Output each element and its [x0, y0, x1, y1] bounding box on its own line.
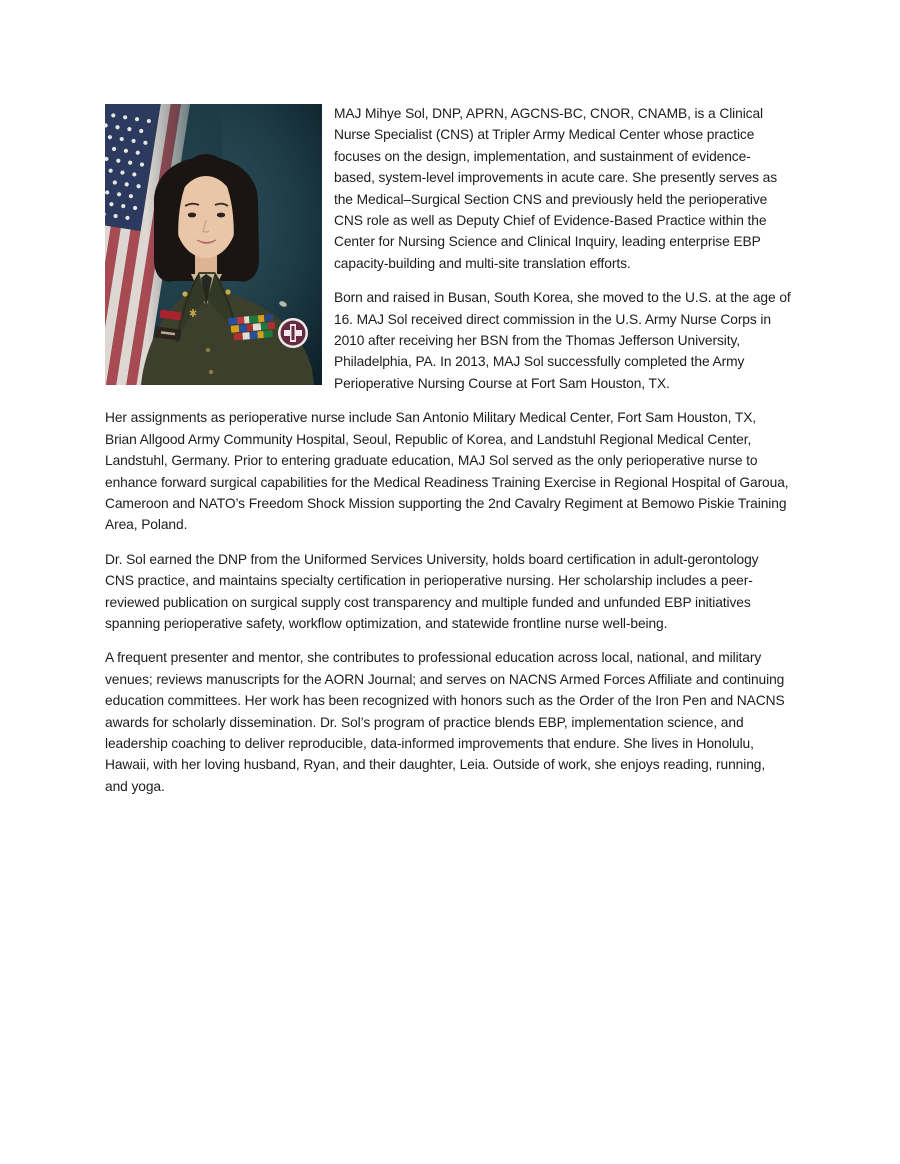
- bio-paragraph-3: Her assignments as perioperative nurse include San Antonio Military Medical Center, Fort Sam Houston, TX, Brian Allgood Army Community Hospital, Seoul, Republic of Korea, and Landstuhl Regional Medical Center, Landstuhl, Germany. Prior to entering graduate education, MAJ Sol served as the only perioperative nurse to enhance forward surgical capabilities for the Medical Readiness Training Exercise in Regional Hospital of Garoua, Cameroon and NATO’s Freedom Shock Mission supporting the 2nd Cavalry Regiment at Bemowo Piskie Training Area, Poland.: [105, 410, 789, 533]
- us-collar-disc-left: [182, 291, 187, 296]
- jacket-button: [206, 348, 210, 352]
- portrait-photo-illustration: [105, 104, 322, 385]
- jacket-button: [209, 370, 213, 374]
- bio-paragraph-1: MAJ Mihye Sol, DNP, APRN, AGCNS-BC, CNOR, CNAMB, is a Clinical Nurse Specialist (CNS) at Tripler Army Medical Center whose practice focuses on the design, implementation, and sustainment of evidence-based, system-level improvements in acute care. She presently serves as the Medical–Surgical Section CNS and previously held the perioperative CNS role as well as Deputy Chief of Evidence-Based Practice within the Center for Nursing Science and Clinical Inquiry, leading enterprise EBP capacity-building and multi-site translation efforts.: [334, 106, 778, 271]
- portrait-photo: [105, 104, 322, 385]
- ribbon-rack: [228, 314, 276, 341]
- bio-paragraph-4: Dr. Sol earned the DNP from the Uniformed Services University, holds board certification in adult-gerontology CNS practice, and maintains specialty certification in perioperative nursing. Her scholarship includes a peer-reviewed publication on surgical supply cost transparency and multiple funded and unfunded EBP initiatives spanning perioperative safety, workflow optimization, and statewide frontline nurse well-being.: [105, 551, 759, 631]
- us-collar-disc-right: [225, 289, 230, 294]
- eye-left: [188, 213, 196, 218]
- eye-right: [217, 213, 225, 218]
- bio-paragraph-5: A frequent presenter and mentor, she contributes to professional education across local, national, and military venues; reviews manuscripts for the AORN Journal; and serves on NACNS Armed Forces Affiliate and continuing education committees. Her work has been recognized with honors such as the Order of the Iron Pen and NACNS awards for scholarly dissemination. Dr. Sol’s program of practice blends EBP, implementation science, and leadership coaching to deliver reproducible, data-informed improvements that endure. She lives in Honolulu, Hawaii, with her loving husband, Ryan, and their daughter, Leia. Outside of work, she enjoys reading, running, and yoga.: [105, 650, 785, 794]
- shoulder-patch: [278, 318, 308, 348]
- bio-paragraph-2: Born and raised in Busan, South Korea, she moved to the U.S. at the age of 16. MAJ Sol received direct commission in the U.S. Army Nurse Corps in 2010 after receiving her BSN from the Thomas Jefferson University, Philadelphia, PA. In 2013, MAJ Sol successfully completed the Army Perioperative Nursing Course at Fort Sam Houston, TX.: [334, 290, 791, 391]
- bio-content: [105, 103, 791, 810]
